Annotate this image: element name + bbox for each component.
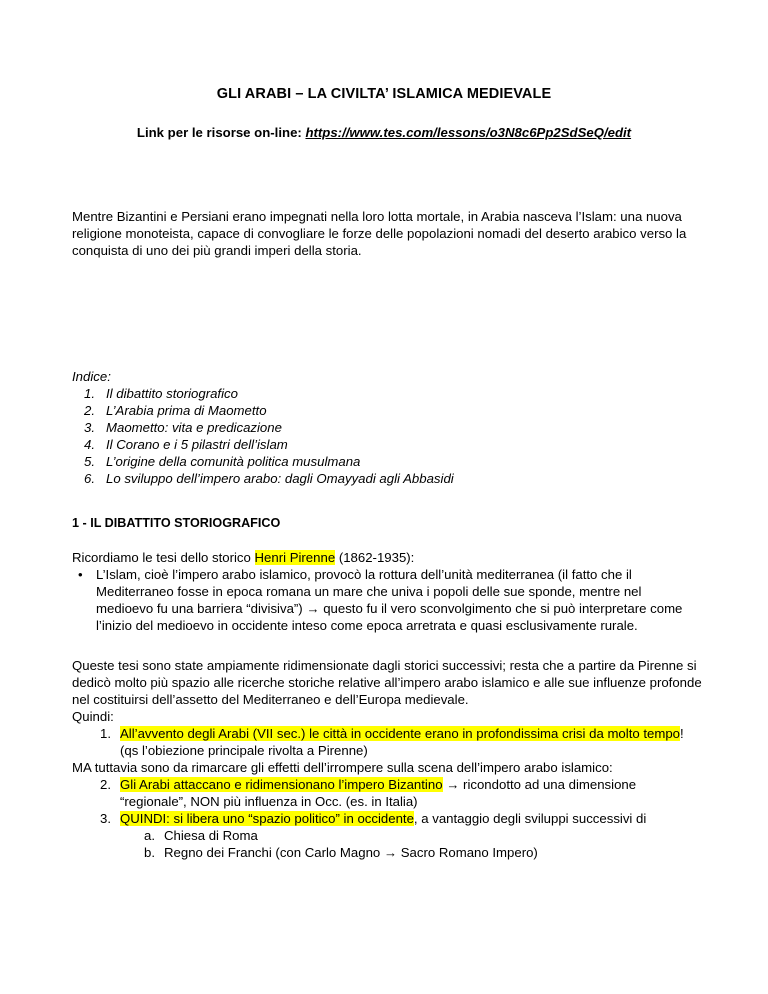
discussion-block bbox=[72, 657, 702, 861]
table-of-contents bbox=[72, 368, 698, 487]
pirenne-pre-text: Ricordiamo le tesi dello storico bbox=[72, 550, 255, 565]
item-number: 1. bbox=[100, 726, 111, 741]
pirenne-thesis bbox=[72, 549, 702, 634]
toc-item bbox=[72, 419, 698, 436]
toc-text: Maometto: vita e predicazione bbox=[106, 420, 282, 435]
intro-paragraph: Mentre Bizantini e Persiani erano impegnati nella loro lotta mortale, in Arabia nasceva l’Islam: una nuova religione monoteista, capace di convogliare le forze delle popolazioni nomadi del deserto arabico verso la conquista di uno dei più grandi imperi della storia. bbox=[72, 209, 687, 258]
toc-item bbox=[72, 385, 698, 402]
toc-label: Indice: bbox=[72, 369, 111, 384]
bullet-text: L’Islam, cioè l’impero arabo islamico, provocò la rottura dell’unità mediterranea (il fatto che il Mediterraneo fosse in epoca romana un mare che univa i popoli delle sue sponde, mentre nel medioevo fu una barriera “divisiva”) → questo fu il vero sconvolgimento che si può interpretare come l’inizio del medioevo in occidente inteso come epoca arretrata e quasi esclusivamente rurale. bbox=[96, 567, 683, 633]
item-text: → ricondotto ad una dimensione “regionale”, NON più influenza in Occ. (es. in Italia) bbox=[120, 777, 637, 809]
toc-item bbox=[72, 453, 698, 470]
sub-item bbox=[72, 844, 702, 861]
toc-text: Il dibattito storiografico bbox=[106, 386, 238, 401]
highlighted-text: Gli Arabi attaccano e ridimensionano l’impero Bizantino bbox=[120, 777, 443, 792]
toc-text: L’origine della comunità politica musulmana bbox=[106, 454, 361, 469]
para-historians: Queste tesi sono state ampiamente ridimensionate dagli storici successivi; resta che a partire da Pirenne si dedicò molto più spazio alle ricerche storiche relative all’impero arabo islamico e alle sue influenze profonde nel costituirsi dell’assetto del Mediterraneo e dell’Europa medievale. bbox=[72, 658, 702, 707]
item-note: (qs l’obiezione principale rivolta a Pirenne) bbox=[120, 743, 368, 758]
toc-number: 1. bbox=[84, 386, 95, 401]
bullet-icon: • bbox=[78, 567, 83, 582]
numbered-item bbox=[72, 776, 702, 810]
toc-item bbox=[72, 436, 698, 453]
toc-number: 4. bbox=[84, 437, 95, 452]
toc-text: Il Corano e i 5 pilastri dell’islam bbox=[106, 437, 288, 452]
item-number: 3. bbox=[100, 811, 111, 826]
toc-text: L’Arabia prima di Maometto bbox=[106, 403, 267, 418]
resources-link-line bbox=[0, 124, 768, 141]
sub-item bbox=[72, 827, 702, 844]
bullet-item bbox=[72, 566, 702, 634]
highlighted-name: Henri Pirenne bbox=[254, 550, 336, 565]
toc-number: 3. bbox=[84, 420, 95, 435]
numbered-item bbox=[72, 810, 702, 827]
toc-text: Lo sviluppo dell’impero arabo: dagli Omayyadi agli Abbasidi bbox=[106, 471, 454, 486]
pirenne-post-text: (1862-1935): bbox=[335, 550, 415, 565]
sub-item-letter: a. bbox=[144, 828, 155, 843]
toc-number: 2. bbox=[84, 403, 95, 418]
quindi-label: Quindi: bbox=[72, 709, 114, 724]
resources-link[interactable]: https://www.tes.com/lessons/o3N8c6Pp2SdSeQ/edit bbox=[305, 125, 632, 140]
toc-number: 6. bbox=[84, 471, 95, 486]
numbered-item bbox=[72, 725, 702, 759]
toc-list bbox=[72, 385, 698, 487]
item-text: , a vantaggio degli sviluppi successivi di bbox=[413, 811, 647, 826]
link-label: Link per le risorse on-line: bbox=[136, 125, 306, 140]
section-heading: 1 - IL DIBATTITO STORIOGRAFICO bbox=[72, 516, 281, 530]
document-title: GLI ARABI – LA CIVILTA’ ISLAMICA MEDIEVALE bbox=[216, 86, 552, 102]
sub-item-text: Chiesa di Roma bbox=[164, 828, 258, 843]
highlighted-text: QUINDI: si libera uno “spazio politico” in occidente bbox=[120, 811, 414, 826]
ma-line: MA tuttavia sono da rimarcare gli effetti dell’irrompere sulla scena dell’impero arabo islamico: bbox=[72, 760, 613, 775]
highlighted-text: All’avvento degli Arabi (VII sec.) le città in occidente erano in profondissima crisi da molto tempo bbox=[120, 726, 681, 741]
toc-item bbox=[72, 470, 698, 487]
toc-number: 5. bbox=[84, 454, 95, 469]
item-number: 2. bbox=[100, 777, 111, 792]
item-text: ! bbox=[680, 726, 684, 741]
pirenne-intro bbox=[72, 549, 702, 566]
sub-item-text: Regno dei Franchi (con Carlo Magno → Sacro Romano Impero) bbox=[164, 845, 538, 860]
toc-item bbox=[72, 402, 698, 419]
sub-item-letter: b. bbox=[144, 845, 155, 860]
